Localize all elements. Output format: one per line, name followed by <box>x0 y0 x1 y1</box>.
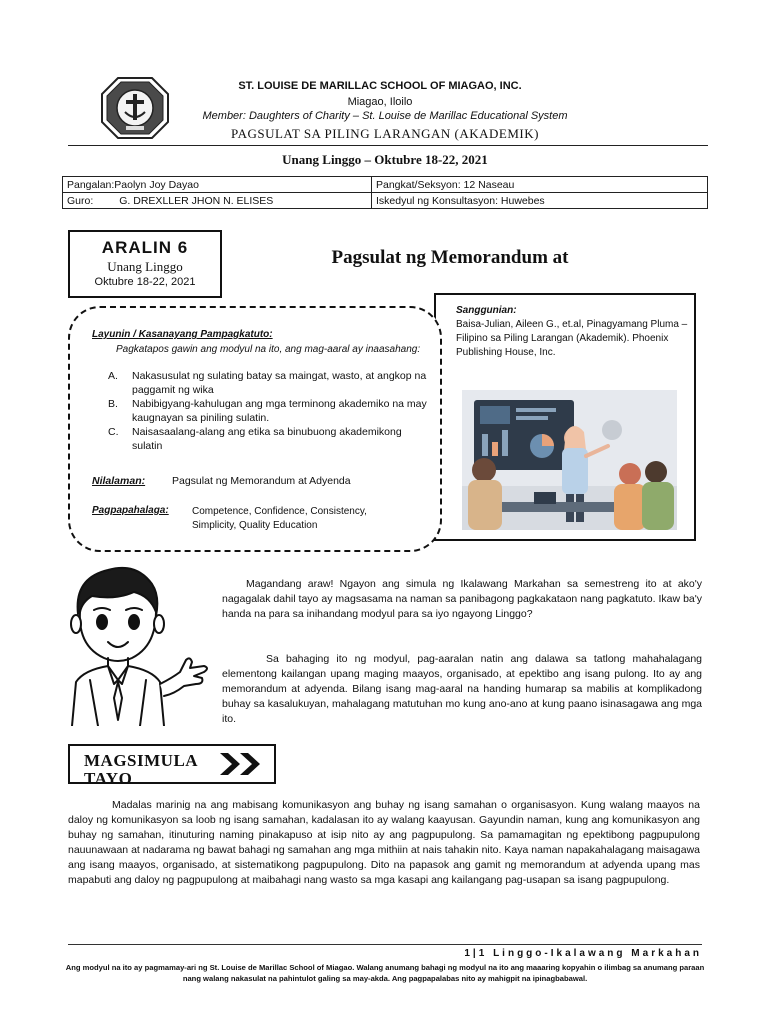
list-item-letter: B. <box>108 398 118 410</box>
values-value: Competence, Confidence, Consistency, Simplicity, Quality Education <box>192 506 367 531</box>
footer-divider <box>68 944 702 945</box>
content-value: Pagsulat ng Memorandum at Adyenda <box>172 475 351 487</box>
copyright-note: Ang modyul na ito ay pagmamay-ari ng St. Louise de Marillac School of Miagao. Walang anumang bahagi ng modyul na ito ang maaaring kopyahin o ilimbag sa anumang paraan nang walang nakasulat na pahintulot galing sa may-akda. Ang pagpapalabas nito ay mahigpit na ipinagbabawal. <box>65 963 705 983</box>
student-name-cell: Pangalan:Paolyn Joy Dayao <box>63 177 372 193</box>
reference-heading: Sanggunian: <box>456 305 517 316</box>
list-item <box>108 398 428 425</box>
double-chevron-right-icon <box>218 749 266 779</box>
list-item-letter: C. <box>108 426 119 438</box>
teacher-cartoon-icon <box>64 560 212 726</box>
meeting-presentation-illustration <box>462 390 677 530</box>
lesson-week: Unang Linggo <box>107 259 183 274</box>
teacher-label: Guro: <box>67 194 94 207</box>
lesson-number: ARALIN 6 <box>101 238 189 257</box>
lesson-date: Oktubre 18-22, 2021 <box>94 276 196 288</box>
school-affiliation: Member: Daughters of Charity – St. Louise de Marillac Educational System <box>202 110 568 122</box>
objectives-list <box>108 370 428 454</box>
page-label: 1|1 Linggo-Ikalawang Markahan <box>464 948 702 959</box>
content-label: Nilalaman: <box>92 475 146 487</box>
section-header-label: MAGSIMULA TAYO <box>84 751 198 788</box>
list-item-letter: A. <box>108 370 118 382</box>
subject-title: PAGSULAT SA PILING LARANGAN (AKADEMIK) <box>231 126 539 141</box>
list-item-text: Naisasaalang-alang ang etika sa binubuong akademikong sulatin <box>132 426 402 452</box>
week-title: Unang Linggo – Oktubre 18-22, 2021 <box>282 152 488 167</box>
reference-text: Baisa-Julian, Aileen G., et.al, Pinagyamang Pluma – Filipino sa Piling Larangan (Akademik). Phoenix Publishing House, Inc. <box>456 319 688 358</box>
school-town: Miagao, Iloilo <box>347 96 413 108</box>
list-item <box>108 370 428 397</box>
lesson-badge <box>68 230 222 298</box>
section-cell: Pangkat/Seksyon: 12 Naseau <box>372 177 708 193</box>
lesson-title: Pagsulat ng Memorandum at <box>331 247 569 268</box>
teacher-name: G. DREXLLER JHON N. ELISES <box>119 194 274 207</box>
table-row <box>63 193 708 209</box>
intro-paragraph: Sa bahaging ito ng modyul, pag-aaralan natin ang dalawa sa tatlong mahahalagang elementong kailangan upang maging maayos, organisado, at epektibo ang isang pulong. Ito ay ang memorandum at adyenda. Bilang isang mag-aaral na handing humarap sa mabilis at komplikadong buhay sa kasalukuyan, mahalagang matutuhan mo kung ano-ano at kung paano isinasagawa ang mga ito. <box>222 653 702 725</box>
list-item-text: Nakasusulat ng sulating batay sa maingat, wasto, at angkop na paggamit ng wika <box>132 370 427 396</box>
objectives-heading: Layunin / Kasanayang Pampagkatuto: <box>92 329 273 340</box>
table-row <box>63 177 708 193</box>
student-info-table <box>62 176 708 209</box>
list-item <box>108 426 428 453</box>
values-label: Pagpapahalaga: <box>92 505 169 516</box>
list-item-text: Nabibigyang-kahulugan ang mga terminong akademiko na may kaugnayan sa piniling sulatin. <box>132 398 427 424</box>
teacher-cell <box>63 193 372 209</box>
schedule-cell: Iskedyul ng Konsultasyon: Huwebes <box>372 193 708 209</box>
section-paragraph: Madalas marinig na ang mabisang komunikasyon ang buhay ng isang samahan o organisasyon. Kung walang maayos na daloy ng komunikasyon sa loob ng isang samahan, kadalasan ito ay walang kaayusan. Gayundin naman, kung ang komunikasyon ang buhay ng samahan, itinuturing naming pinakapuso at isip nito ay ang pagpupulong. Sa pamamagitan ng epektibong pagpupulong nauunawaan at nadarama ng bawat bahagi ng samahan ang mga mithiin at nais tahakin nito. Kaya naman napakahalagang maisagawa ang isang maayos, organisado, at sistematikong pagpupulong. Dito na papasok ang gamit ng memorandum at adyenda upang mas mapabuti ang daloy ng pagpupulong at maibahagi nang wasto sa mga kasapi ang kailangang pag-usapan sa isang pagpupulong. <box>68 799 700 886</box>
intro-paragraph: Magandang araw! Ngayon ang simula ng Ikalawang Markahan sa semestreng ito at ako'y nagagalak dahil tayo ay magsasama na naman sa panibagong pagkakataon nang pagkatuto. Ikaw ba'y handa na para sa inihandang modyul para sa iyo ngayong Linggo? <box>222 578 702 620</box>
objectives-intro: Pagkatapos gawin ang modyul na ito, ang mag-aaral ay inaasahang: <box>116 344 421 355</box>
header-divider <box>68 145 708 146</box>
school-name: ST. LOUISE DE MARILLAC SCHOOL OF MIAGAO, INC. <box>238 80 522 92</box>
